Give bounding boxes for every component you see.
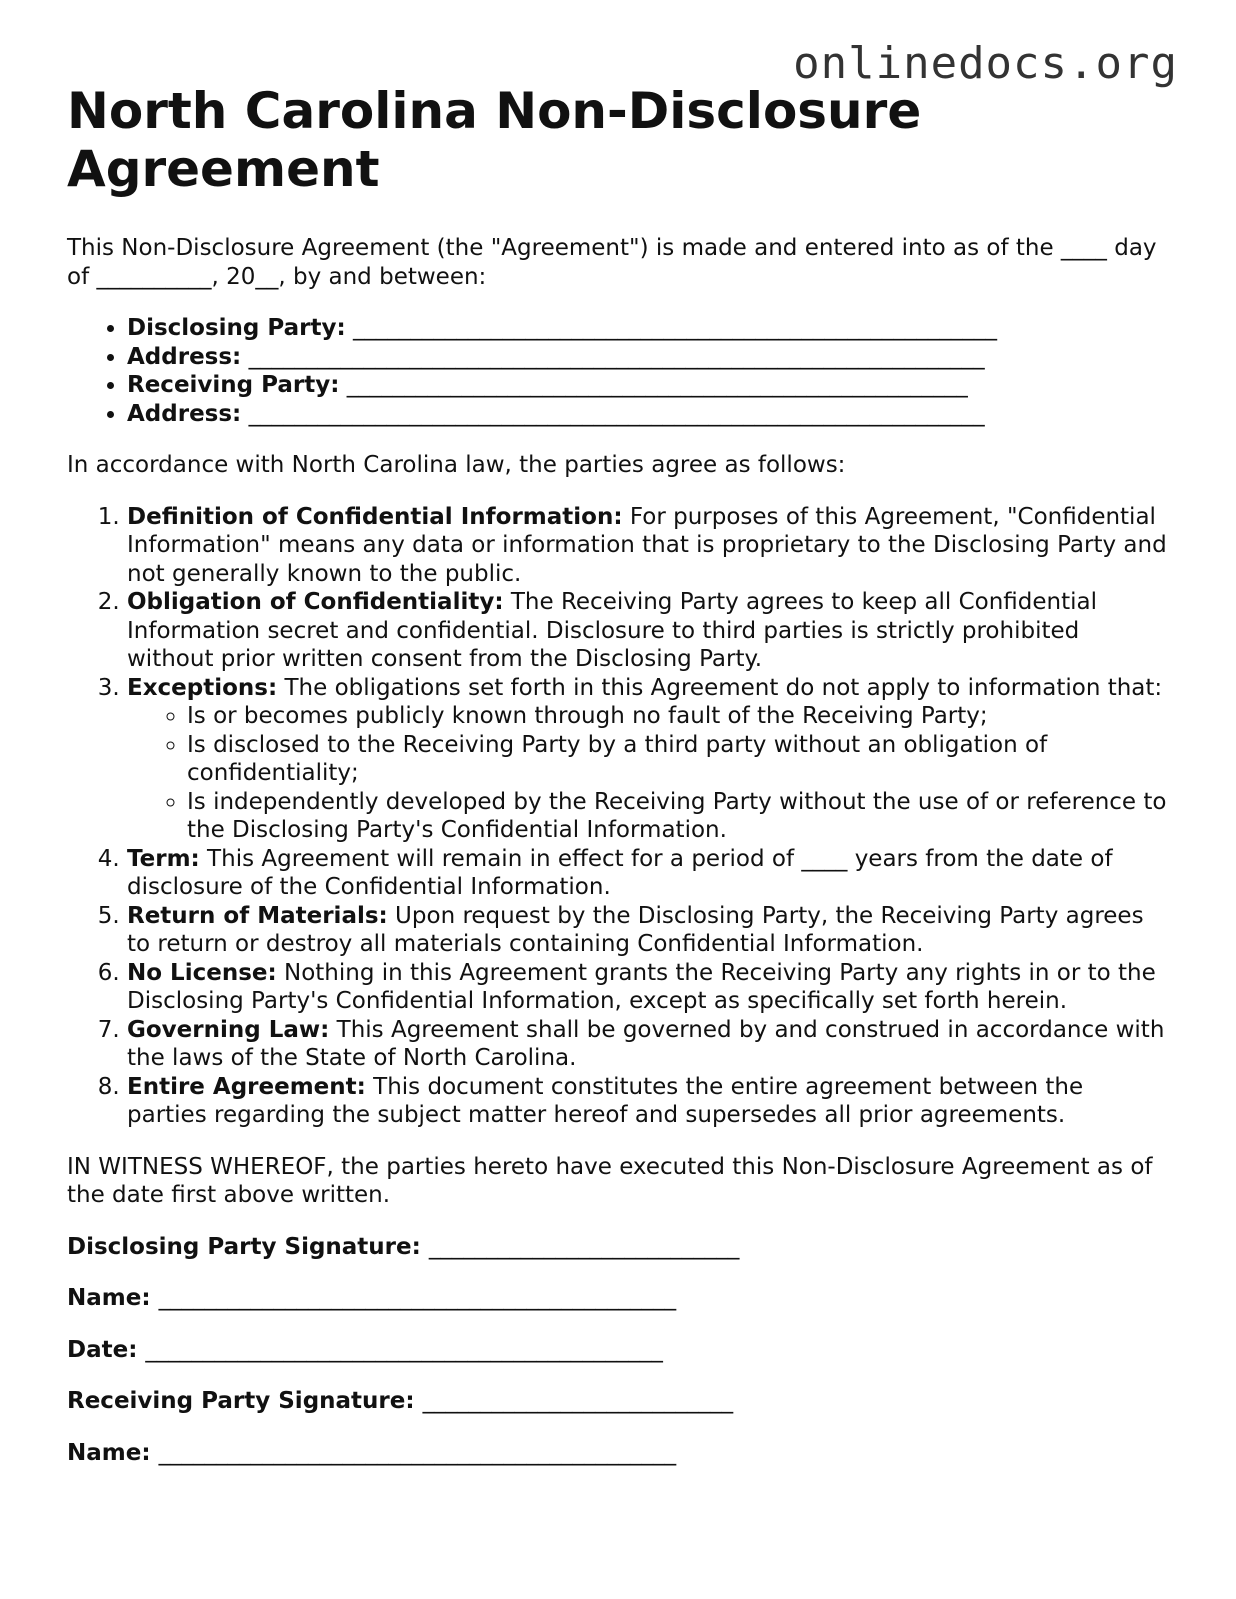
term-heading: No License: [127, 959, 277, 986]
term-heading: Governing Law: [127, 1016, 330, 1043]
term-text: Upon request by the Disclosing Party, the Receiving Party agrees to return or destroy all materials containing Confidential Information. [127, 902, 1144, 957]
party-blank: ______________________________________________________ [346, 372, 968, 398]
watermark: onlinedocs.org [793, 38, 1178, 89]
signature-name [67, 1439, 1167, 1468]
party-item [127, 343, 1167, 372]
signature-receiving [67, 1387, 1167, 1416]
term-item [127, 588, 1167, 674]
exception-item: ◦ Is disclosed to the Receiving Party by a third party without an obligation of confidentiality; [187, 731, 1167, 788]
party-label: Address: [127, 400, 242, 427]
signature-name [67, 1284, 1167, 1313]
signature-blank: ___________________________ [428, 1233, 740, 1260]
party-item [127, 371, 1167, 400]
terms-list [67, 503, 1167, 1130]
term-item [127, 503, 1167, 589]
term-item [127, 845, 1167, 902]
signature-disclosing [67, 1233, 1167, 1262]
signature-label: Name: [67, 1285, 151, 1311]
party-label: Receiving Party: [127, 372, 340, 398]
term-item [127, 959, 1167, 1016]
party-blank: ________________________________________________________________ [248, 343, 985, 370]
exception-item: ◦ Is independently developed by the Receiving Party without the use of or reference to the Disclosing Party's Confidential Information. [187, 788, 1167, 845]
signature-blank: _____________________________________________ [145, 1336, 663, 1363]
signature-label: Disclosing Party Signature: [67, 1233, 421, 1260]
signature-label: Date: [67, 1336, 138, 1363]
party-blank: ________________________________________________________________ [248, 400, 985, 427]
signature-label: Name: [67, 1439, 151, 1466]
party-item [127, 314, 1167, 343]
witness-paragraph: IN WITNESS WHEREOF, the parties hereto have executed this Non-Disclosure Agreement as of the date first above written. [67, 1153, 1153, 1208]
term-text: This Agreement shall be governed by and construed in accordance with the laws of the State of North Carolina. [127, 1016, 1165, 1071]
term-text: This Agreement will remain in effect for a period of ____ years from the date of disclosure of the Confidential Information. [127, 845, 1113, 900]
signature-blank: _____________________________________________ [158, 1285, 677, 1311]
term-heading: Obligation of Confidentiality: [127, 589, 504, 615]
term-text: The Receiving Party agrees to keep all Confidential Information secret and confidential. Disclosure to third parties is strictly prohibited without prior written consent from the Disclosing Party. [127, 589, 1097, 672]
party-item [127, 400, 1167, 429]
signature-blank: ___________________________ [422, 1388, 734, 1414]
term-text: The obligations set forth in this Agreement do not apply to information that: [277, 674, 1163, 701]
parties-list [67, 314, 1167, 428]
term-heading: Definition of Confidential Information: [127, 503, 623, 530]
term-heading: Term: [127, 845, 200, 872]
document-title: North Carolina Non-Disclosure Agreement [67, 82, 922, 198]
term-heading: Exceptions: [127, 674, 278, 701]
term-item [127, 674, 1167, 845]
term-item [127, 1073, 1167, 1130]
exceptions-list [127, 702, 1167, 845]
term-heading: Entire Agreement: [127, 1073, 366, 1100]
signature-date [67, 1336, 1167, 1365]
term-text: This document constitutes the entire agreement between the parties regarding the subject matter hereof and supersedes all prior agreements. [127, 1073, 1084, 1128]
term-text: For purposes of this Agreement, "Confidential Information" means any data or information that is proprietary to the Disclosing Party and not generally known to the public. [127, 503, 1167, 587]
party-label: Disclosing Party: [127, 315, 346, 341]
party-blank: ________________________________________________________ [353, 315, 998, 341]
signature-blank: _____________________________________________ [158, 1439, 677, 1466]
intro-paragraph: This Non-Disclosure Agreement (the "Agreement") is made and entered into as of the ____ day of __________, 20__, by and between: [67, 235, 1157, 290]
term-item [127, 1016, 1167, 1073]
term-item [127, 902, 1167, 959]
party-label: Address: [127, 343, 242, 370]
signature-label: Receiving Party Signature: [67, 1388, 415, 1414]
preamble: In accordance with North Carolina law, the parties agree as follows: [67, 452, 846, 478]
term-heading: Return of Materials: [127, 902, 388, 929]
document-page [67, 82, 1167, 1490]
term-text: Nothing in this Agreement grants the Receiving Party any rights in or to the Disclosing Party's Confidential Information, except as specifically set forth herein. [127, 959, 1156, 1014]
exception-item: ◦ Is or becomes publicly known through no fault of the Receiving Party; [187, 702, 1167, 731]
